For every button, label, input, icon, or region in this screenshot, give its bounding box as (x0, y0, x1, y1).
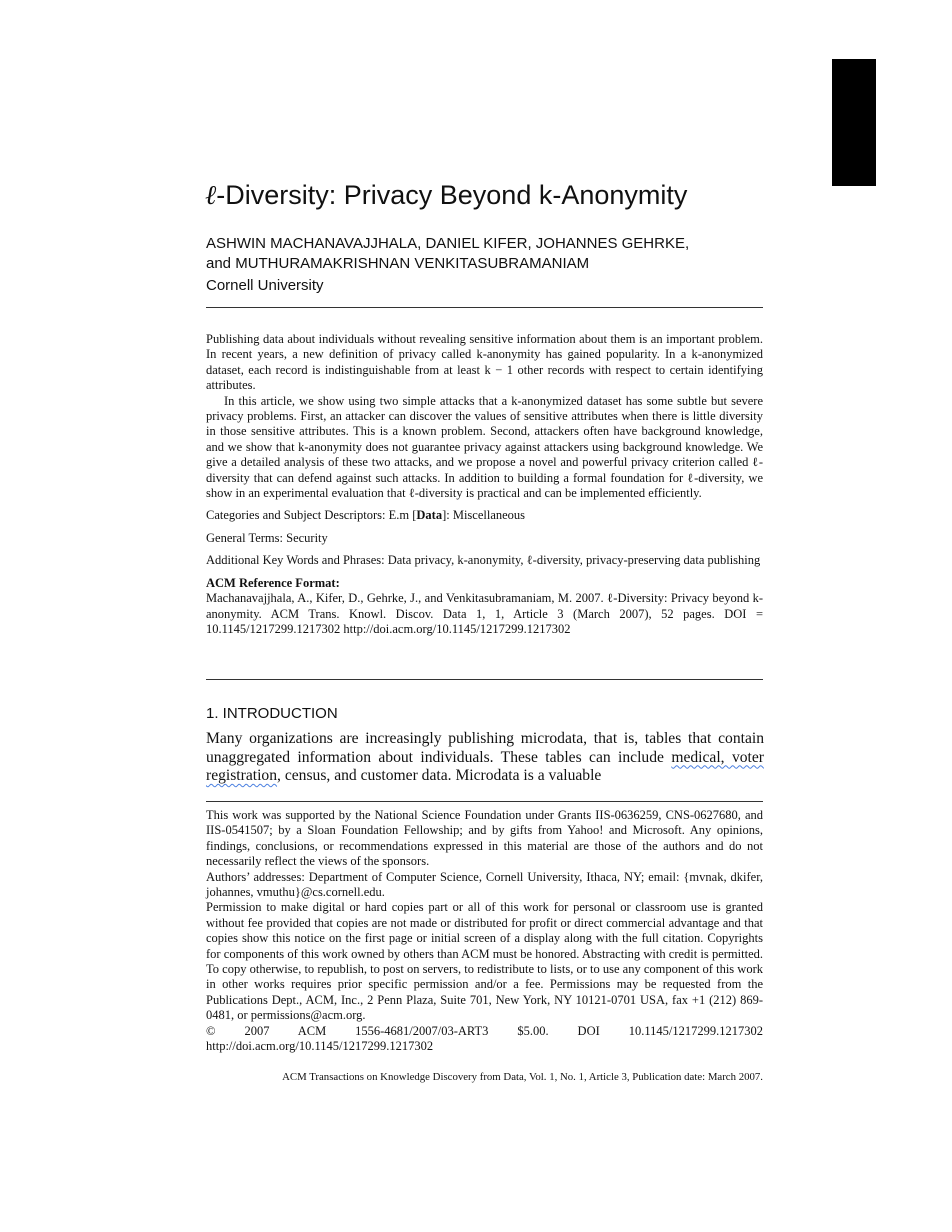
introduction-body: Many organizations are increasingly publishing microdata, that is, tables that contain unaggregated information about individuals. These tables can include medical, voter registration, census, and customer data. Microdata is a valuable (206, 730, 764, 784)
footnote-funding: This work was supported by the National Science Foundation under Grants IIS-0636259, CNS-0627680, and IIS-0541507; by a Sloan Foundation Fellowship; and by gifts from Yahoo! and Microsoft. Any opinions, findings, conclusions, or recommendations expressed in this material are those of the authors and do not necessarily reflect the views of the sponsors. (206, 808, 763, 869)
abstract-paragraph-1: Publishing data about individuals without revealing sensitive information about them is an important problem. In recent years, a new definition of privacy called k-anonymity has gained popularity. In a k-anonymized dataset, each record is indistinguishable from at least k − 1 other records with respect to certain identifying attributes. (206, 332, 763, 393)
footnote-block (206, 808, 763, 1055)
abstract-block (206, 332, 763, 637)
thumb-index-tab (832, 59, 876, 186)
reference-heading: ACM Reference Format: (206, 575, 340, 590)
abstract-paragraph-2: In this article, we show using two simple attacks that a k-anonymized dataset has some subtle but severe privacy problems. First, an attacker can discover the values of sensitive attributes when there is little diversity in those sensitive attributes. This is a known problem. Second, attackers often have background knowledge, and we show that k-anonymity does not guarantee privacy against attackers using background knowledge. We give a detailed analysis of these two attacks, and we propose a novel and powerful privacy criterion called ℓ-diversity that can defend against such attacks. In addition to building a formal foundation for ℓ-diversity, we show in an experimental evaluation that ℓ-diversity is practical and can be implemented efficiently. (206, 393, 763, 501)
keywords: Additional Key Words and Phrases: Data privacy, k-anonymity, ℓ-diversity, privacy-preserving data publishing (206, 553, 761, 568)
spellcheck-marked-text: medical, voter registration (206, 748, 764, 784)
general-terms: General Terms: Security (206, 530, 328, 545)
authors-line-1: ASHWIN MACHANAVAJJHALA, DANIEL KIFER, JOHANNES GEHRKE, (206, 235, 690, 252)
categories-line: Categories and Subject Descriptors: E.m [Data]: Miscellaneous (206, 508, 526, 523)
authors-line-2: and MUTHURAMAKRISHNAN VENKITASUBRAMANIAM (206, 255, 590, 272)
title-text: -Diversity: Privacy Beyond k-Anonymity (216, 180, 688, 210)
author-block (206, 234, 766, 296)
footnote-copyright: © 2007 ACM 1556-4681/2007/03-ART3 $5.00. DOI 10.1145/1217299.1217302 http://doi.acm.org/10.1145/1217299.1217302 (206, 1023, 763, 1054)
section-heading-introduction: 1. INTRODUCTION (206, 705, 338, 722)
rule-footnote (206, 801, 763, 802)
title-ell-symbol: ℓ (205, 180, 217, 211)
footnote-permission: Permission to make digital or hard copies part or all of this work for personal or classroom use is granted without fee provided that copies are not made or distributed for profit or direct commercial advantage and that copies show this notice on the first page or initial screen of a display along with the full citation. Copyrights for components of this work owned by others than ACM must be honored. Abstracting with credit is permitted. To copy otherwise, to republish, to post on servers, to redistribute to lists, or to use any component of this work in other works requires prior specific permission and/or a fee. Permissions may be requested from the Publications Dept., ACM, Inc., 2 Penn Plaza, Suite 701, New York, NY 10121-0701 USA, fax +1 (212) 869-0481, or permissions@acm.org. (206, 900, 763, 1023)
footnote-addresses: Authors’ addresses: Department of Computer Science, Cornell University, Ithaca, NY; email: {mvnak, dkifer, johannes, vmuthu}@cs.cornell.edu. (206, 869, 763, 900)
paper-title (205, 180, 805, 211)
rule-top (206, 307, 763, 308)
journal-footer: ACM Transactions on Knowledge Discovery from Data, Vol. 1, No. 1, Article 3, Publication date: March 2007. (282, 1071, 763, 1083)
affiliation: Cornell University (206, 277, 324, 294)
reference-text: Machanavajjhala, A., Kifer, D., Gehrke, J., and Venkitasubramaniam, M. 2007. ℓ-Diversity: Privacy beyond k-anonymity. ACM Trans. Knowl. Discov. Data 1, 1, Article 3 (March 2007), 52 pages. DOI = 10.1145/1217299.1217302 http://doi.acm.org/10.1145/1217299.1217302 (206, 591, 763, 636)
rule-after-abstract (206, 679, 763, 680)
